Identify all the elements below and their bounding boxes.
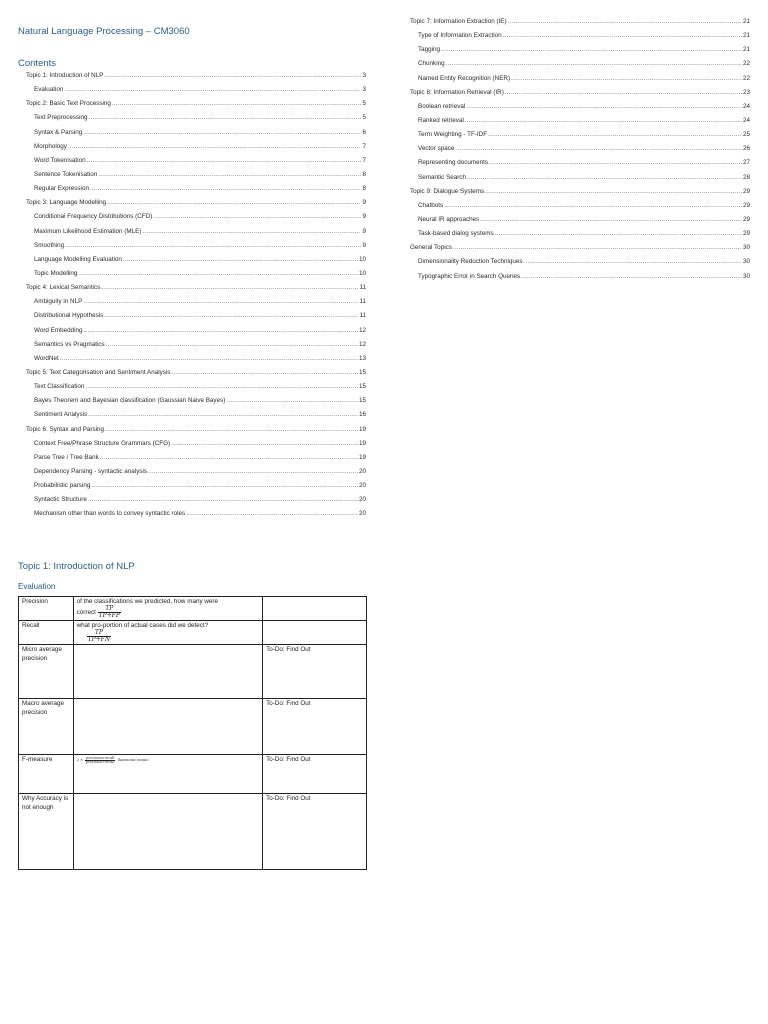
toc-leader-dots — [78, 270, 358, 277]
toc-entry[interactable] — [26, 185, 366, 199]
toc-entry-title: Tagging — [418, 46, 441, 54]
toc-entry-title: Semantic Search — [418, 173, 466, 181]
table-row — [19, 597, 367, 621]
toc-entry-title: Boolean retrieval — [418, 102, 466, 110]
toc-leader-dots — [104, 312, 358, 319]
toc-leader-dots — [503, 32, 742, 39]
toc-entry-title: Probabilistic parsing — [34, 482, 91, 490]
toc-entry[interactable] — [410, 75, 750, 89]
toc-entry-title: Bayes Theorem and Bayesian classification (Gaussian Naive Bayes) — [34, 397, 226, 405]
topic-heading: Topic 1: Introduction of NLP — [18, 561, 135, 572]
toc-entry[interactable] — [410, 273, 750, 287]
toc-entry-page: 19 — [358, 453, 366, 461]
table-row — [19, 755, 367, 794]
toc-entry-page: 19 — [358, 439, 366, 447]
toc-leader-dots — [88, 411, 358, 418]
toc-entry-title: Topic 1: Introduction of NLP — [26, 72, 104, 79]
f-measure-formula — [77, 757, 149, 765]
toc-entry-page: 20 — [358, 496, 366, 504]
toc-entry-page: 12 — [358, 326, 366, 334]
toc-entry-title: Representing documents — [418, 159, 489, 167]
toc-entry-title: Named Entity Recognition (NER) — [418, 74, 511, 82]
toc-entry-page: 25 — [742, 131, 750, 139]
toc-leader-dots — [488, 131, 742, 138]
toc-entry-page: 9 — [362, 227, 366, 235]
toc-entry-page: 5 — [362, 100, 366, 108]
toc-entry-title: WordNet — [34, 354, 59, 362]
toc-entry-title: Semantics vs Pragmatics — [34, 340, 105, 348]
cell-note — [263, 597, 367, 621]
toc-entry[interactable] — [26, 327, 366, 341]
toc-entry-page: 9 — [362, 213, 366, 221]
toc-entry[interactable] — [410, 32, 750, 46]
toc-leader-dots — [441, 46, 742, 53]
recall-formula — [87, 630, 111, 643]
toc-entry-page: 3 — [362, 86, 366, 94]
toc-entry[interactable] — [410, 174, 750, 188]
formula-numerator: TP — [105, 605, 114, 613]
toc-entry[interactable] — [26, 510, 366, 524]
toc-entry[interactable] — [410, 230, 750, 244]
precision-prefix: correct — [76, 609, 96, 617]
toc-leader-dots — [446, 60, 742, 67]
toc-entry-title: Topic 3: Language Modelling — [26, 199, 107, 207]
cell-definition — [73, 699, 263, 755]
toc-entry-title: Text Preprocessing — [34, 114, 88, 122]
cell-label: Precision — [19, 597, 74, 621]
toc-entry-title: General Topics — [410, 244, 452, 252]
cell-definition — [73, 794, 263, 870]
toc-entry-title: Topic 9: Dialogue Systems — [410, 187, 485, 195]
toc-entry[interactable] — [410, 131, 750, 145]
toc-entry[interactable] — [26, 454, 366, 468]
toc-entry-title: Sentence Tokenisation — [34, 170, 98, 178]
toc-leader-dots — [83, 129, 361, 136]
toc-entry-title: Topic 6: Syntax and Parsing — [26, 425, 105, 433]
toc-leader-dots — [521, 273, 742, 280]
toc-entry-title: Dimensionality Reduction Techniques — [418, 258, 523, 266]
toc-entry-page: 15 — [358, 368, 366, 376]
toc-leader-dots — [524, 258, 742, 265]
toc-leader-dots — [495, 230, 742, 237]
toc-leader-dots — [444, 202, 742, 209]
toc-entry-page: 29 — [742, 230, 750, 238]
toc-entry-page: 20 — [358, 510, 366, 518]
toc-entry[interactable] — [26, 312, 366, 326]
toc-entry-title: Type of Information Extraction — [418, 32, 502, 40]
toc-entry-title: Maximum Likelihood Estimation (MLE) — [34, 227, 142, 235]
toc-entry[interactable] — [26, 496, 366, 510]
precision-formula — [98, 606, 121, 619]
toc-leader-dots — [465, 117, 742, 124]
toc-leader-dots — [106, 341, 358, 348]
toc-entry[interactable] — [26, 411, 366, 425]
toc-entry-page: 29 — [742, 187, 750, 195]
cell-label: Macro average precision — [19, 699, 74, 755]
toc-leader-dots — [68, 143, 362, 150]
toc-entry[interactable] — [410, 103, 750, 117]
toc-entry-title: Topic 4: Lexical Semantics — [26, 284, 101, 292]
toc-leader-dots — [104, 72, 361, 79]
cell-definition — [73, 621, 263, 645]
toc-entry-page: 11 — [359, 298, 366, 306]
toc-entry-page: 29 — [742, 201, 750, 209]
toc-entry[interactable] — [26, 482, 366, 496]
toc-entry[interactable] — [26, 242, 366, 256]
contents-heading: Contents — [18, 58, 57, 69]
toc-leader-dots — [485, 188, 742, 195]
toc-entry-title: Vector space — [418, 145, 455, 153]
toc-entry[interactable] — [26, 426, 366, 440]
toc-entry[interactable] — [26, 256, 366, 270]
toc-entry-page: 9 — [362, 199, 366, 207]
toc-entry-title: Sentiment Analysis — [34, 411, 88, 419]
toc-entry[interactable] — [26, 129, 366, 143]
toc-entry-title: Topic Modelling — [34, 269, 78, 277]
toc-entry[interactable] — [26, 298, 366, 312]
toc-entry-page: 20 — [358, 467, 366, 475]
toc-entry-page: 21 — [742, 32, 750, 40]
toc-entry-title: Mechanism other than words to convey syntactic roles — [34, 510, 186, 518]
toc-entry-page: 30 — [742, 244, 750, 252]
toc-right-column — [410, 18, 750, 287]
toc-leader-dots — [88, 496, 358, 503]
toc-leader-dots — [226, 397, 358, 404]
cell-note: To-Do: Find Out — [263, 755, 367, 794]
cell-label: Recall — [19, 621, 74, 645]
cell-note: To-Do: Find Out — [263, 794, 367, 870]
toc-entry[interactable] — [26, 114, 366, 128]
toc-entry[interactable] — [26, 355, 366, 369]
toc-entry-page: 5 — [362, 114, 366, 122]
toc-entry-title: Topic 8: Information Retrieval (IR) — [410, 88, 504, 96]
toc-entry[interactable] — [26, 468, 366, 482]
toc-entry-title: Task-based dialog systems — [418, 230, 494, 238]
toc-entry-page: 9 — [362, 241, 366, 249]
toc-entry-page: 23 — [742, 88, 750, 96]
toc-leader-dots — [105, 426, 358, 433]
toc-entry-title: Topic 5: Text Categorisation and Sentiment Analysis — [26, 368, 171, 376]
recall-description: what pro-portion of actual cases did we detect? — [76, 622, 209, 630]
toc-entry-page: 16 — [358, 411, 366, 419]
toc-entry-title: Text Classification — [34, 383, 85, 391]
precision-description: of the classifications we predicted, how many were — [76, 598, 218, 605]
toc-entry-title: Term Weighting - TF-IDF — [418, 131, 488, 139]
f-measure-suffix: (harmonic mean) — [117, 758, 149, 763]
formula-denominator: precision+recall — [86, 760, 115, 765]
toc-entry-title: Parse Tree / Tree Bank — [34, 453, 99, 461]
toc-entry-title: Topic 2: Basic Text Processing — [26, 100, 111, 108]
toc-entry-page: 30 — [742, 272, 750, 280]
toc-leader-dots — [142, 228, 361, 235]
cell-label: Why Accuracy is not enough — [19, 794, 74, 870]
toc-leader-dots — [123, 256, 358, 263]
toc-entry[interactable] — [26, 213, 366, 227]
toc-leader-dots — [505, 89, 742, 96]
toc-entry-title: Conditional Frequency Distributions (CFD) — [34, 213, 153, 221]
toc-entry-title: Ambiguity in NLP — [34, 298, 83, 306]
toc-entry-page: 11 — [359, 284, 366, 292]
toc-leader-dots — [89, 114, 362, 121]
toc-entry-page: 29 — [742, 215, 750, 223]
toc-entry-title: Ranked retrieval — [418, 116, 464, 124]
toc-entry-page: 10 — [358, 255, 366, 263]
toc-entry-title: Topic 7: Information Extraction (IE) — [410, 18, 507, 25]
toc-leader-dots — [153, 213, 361, 220]
toc-entry-title: Typographic Error in Search Queries — [418, 272, 521, 280]
toc-entry-page: 10 — [358, 269, 366, 277]
toc-entry-title: Chatbots — [418, 201, 444, 209]
toc-entry[interactable] — [26, 341, 366, 355]
toc-entry-page: 21 — [742, 18, 750, 25]
toc-leader-dots — [91, 482, 358, 489]
toc-entry[interactable] — [26, 284, 366, 298]
toc-entry-page: 21 — [742, 46, 750, 54]
toc-entry-page: 24 — [742, 102, 750, 110]
cell-definition — [73, 755, 263, 794]
toc-entry-page: 7 — [362, 142, 366, 150]
toc-entry-page: 15 — [358, 397, 366, 405]
toc-entry-title: Word Embedding — [34, 326, 83, 334]
toc-entry-page: 13 — [358, 354, 366, 362]
toc-leader-dots — [453, 244, 742, 251]
toc-leader-dots — [60, 355, 358, 362]
toc-leader-dots — [480, 216, 742, 223]
toc-leader-dots — [83, 298, 358, 305]
toc-entry-page: 12 — [358, 340, 366, 348]
toc-leader-dots — [455, 145, 742, 152]
table-row — [19, 621, 367, 645]
toc-entry-title: Language Modelling Evaluation — [34, 255, 122, 263]
toc-leader-dots — [64, 86, 361, 93]
toc-entry-page: 11 — [359, 312, 366, 320]
toc-entry-title: Neural IR approaches — [418, 215, 480, 223]
evaluation-heading: Evaluation — [18, 582, 56, 591]
toc-leader-dots — [101, 284, 358, 291]
toc-entry-title: Word Tokenisation — [34, 156, 86, 164]
table-row — [19, 699, 367, 755]
toc-entry[interactable] — [410, 202, 750, 216]
toc-entry[interactable] — [410, 216, 750, 230]
table-row — [19, 794, 367, 870]
toc-entry-page: 27 — [742, 159, 750, 167]
toc-leader-dots — [466, 103, 742, 110]
toc-entry-title: Distributional Hypothesis — [34, 312, 104, 320]
toc-leader-dots — [511, 75, 742, 82]
toc-entry-page: 22 — [742, 74, 750, 82]
toc-entry[interactable] — [410, 18, 750, 32]
f-measure-prefix: 2 × — [76, 758, 84, 763]
toc-entry-title: Context Free/Phrase Structure Grammars (CFG) — [34, 439, 171, 447]
formula-numerator: precision×recall — [86, 755, 115, 760]
table-row — [19, 645, 367, 699]
evaluation-table — [18, 596, 367, 870]
cell-definition — [73, 597, 263, 621]
cell-label: F-measure — [19, 755, 74, 794]
cell-definition — [73, 645, 263, 699]
toc-leader-dots — [107, 199, 361, 206]
toc-entry[interactable] — [410, 159, 750, 173]
toc-entry-page: 8 — [362, 185, 366, 193]
toc-entry[interactable] — [26, 86, 366, 100]
toc-entry-page: 3 — [362, 72, 366, 79]
toc-entry-page: 24 — [742, 116, 750, 124]
toc-entry-title: Regular Expression — [34, 185, 89, 193]
toc-entry-page: 6 — [362, 128, 366, 136]
toc-leader-dots — [87, 157, 362, 164]
toc-leader-dots — [489, 159, 742, 166]
toc-entry[interactable] — [410, 188, 750, 202]
cell-label: Micro average precision — [19, 645, 74, 699]
toc-entry[interactable] — [410, 244, 750, 258]
toc-leader-dots — [508, 18, 742, 25]
toc-entry-page: 22 — [742, 60, 750, 68]
toc-entry[interactable] — [26, 72, 366, 86]
toc-entry-title: Syntax & Parsing — [34, 128, 83, 136]
toc-entry[interactable] — [410, 46, 750, 60]
toc-leader-dots — [84, 327, 358, 334]
cell-note: To-Do: Find Out — [263, 699, 367, 755]
formula-denominator: TP+FN — [87, 636, 111, 644]
toc-entry[interactable] — [26, 171, 366, 185]
toc-entry[interactable] — [410, 89, 750, 103]
toc-left-column — [26, 72, 366, 525]
toc-entry-title: Chunking — [418, 60, 445, 68]
toc-entry-title: Dependency Parsing - syntactic analysis — [34, 467, 148, 475]
toc-leader-dots — [171, 369, 358, 376]
toc-entry[interactable] — [26, 369, 366, 383]
toc-entry[interactable] — [26, 270, 366, 284]
toc-leader-dots — [171, 440, 358, 447]
toc-entry[interactable] — [26, 199, 366, 213]
toc-entry[interactable] — [26, 397, 366, 411]
toc-entry-title: Morphology — [34, 142, 67, 150]
toc-leader-dots — [65, 242, 361, 249]
toc-entry[interactable] — [26, 440, 366, 454]
toc-leader-dots — [98, 171, 361, 178]
toc-entry-page: 20 — [358, 482, 366, 490]
toc-leader-dots — [100, 454, 358, 461]
toc-entry[interactable] — [26, 383, 366, 397]
toc-entry[interactable] — [26, 100, 366, 114]
toc-leader-dots — [148, 468, 358, 475]
toc-leader-dots — [186, 510, 358, 517]
toc-entry-title: Syntactic Structure — [34, 496, 87, 504]
toc-entry[interactable] — [410, 117, 750, 131]
document-title: Natural Language Processing – CM3060 — [18, 26, 190, 37]
formula-numerator: TP — [94, 629, 103, 637]
toc-entry-page: 30 — [742, 258, 750, 266]
toc-entry-page: 8 — [362, 170, 366, 178]
cell-note: To-Do: Find Out — [263, 645, 367, 699]
toc-entry[interactable] — [410, 145, 750, 159]
toc-entry-title: Smoothing — [34, 241, 65, 249]
toc-entry[interactable] — [410, 258, 750, 272]
toc-entry-page: 28 — [742, 173, 750, 181]
toc-leader-dots — [112, 100, 362, 107]
toc-entry-page: 19 — [358, 425, 366, 433]
cell-note — [263, 621, 367, 645]
toc-entry-title: Evaluation — [34, 86, 64, 94]
toc-entry[interactable] — [26, 228, 366, 242]
toc-leader-dots — [467, 174, 742, 181]
toc-leader-dots — [85, 383, 358, 390]
toc-entry[interactable] — [26, 157, 366, 171]
formula-denominator: TP+FP — [98, 612, 120, 620]
toc-entry[interactable] — [410, 60, 750, 74]
toc-entry[interactable] — [26, 143, 366, 157]
toc-entry-page: 7 — [362, 156, 366, 164]
toc-leader-dots — [90, 185, 362, 192]
toc-entry-page: 15 — [358, 383, 366, 391]
toc-entry-page: 26 — [742, 145, 750, 153]
